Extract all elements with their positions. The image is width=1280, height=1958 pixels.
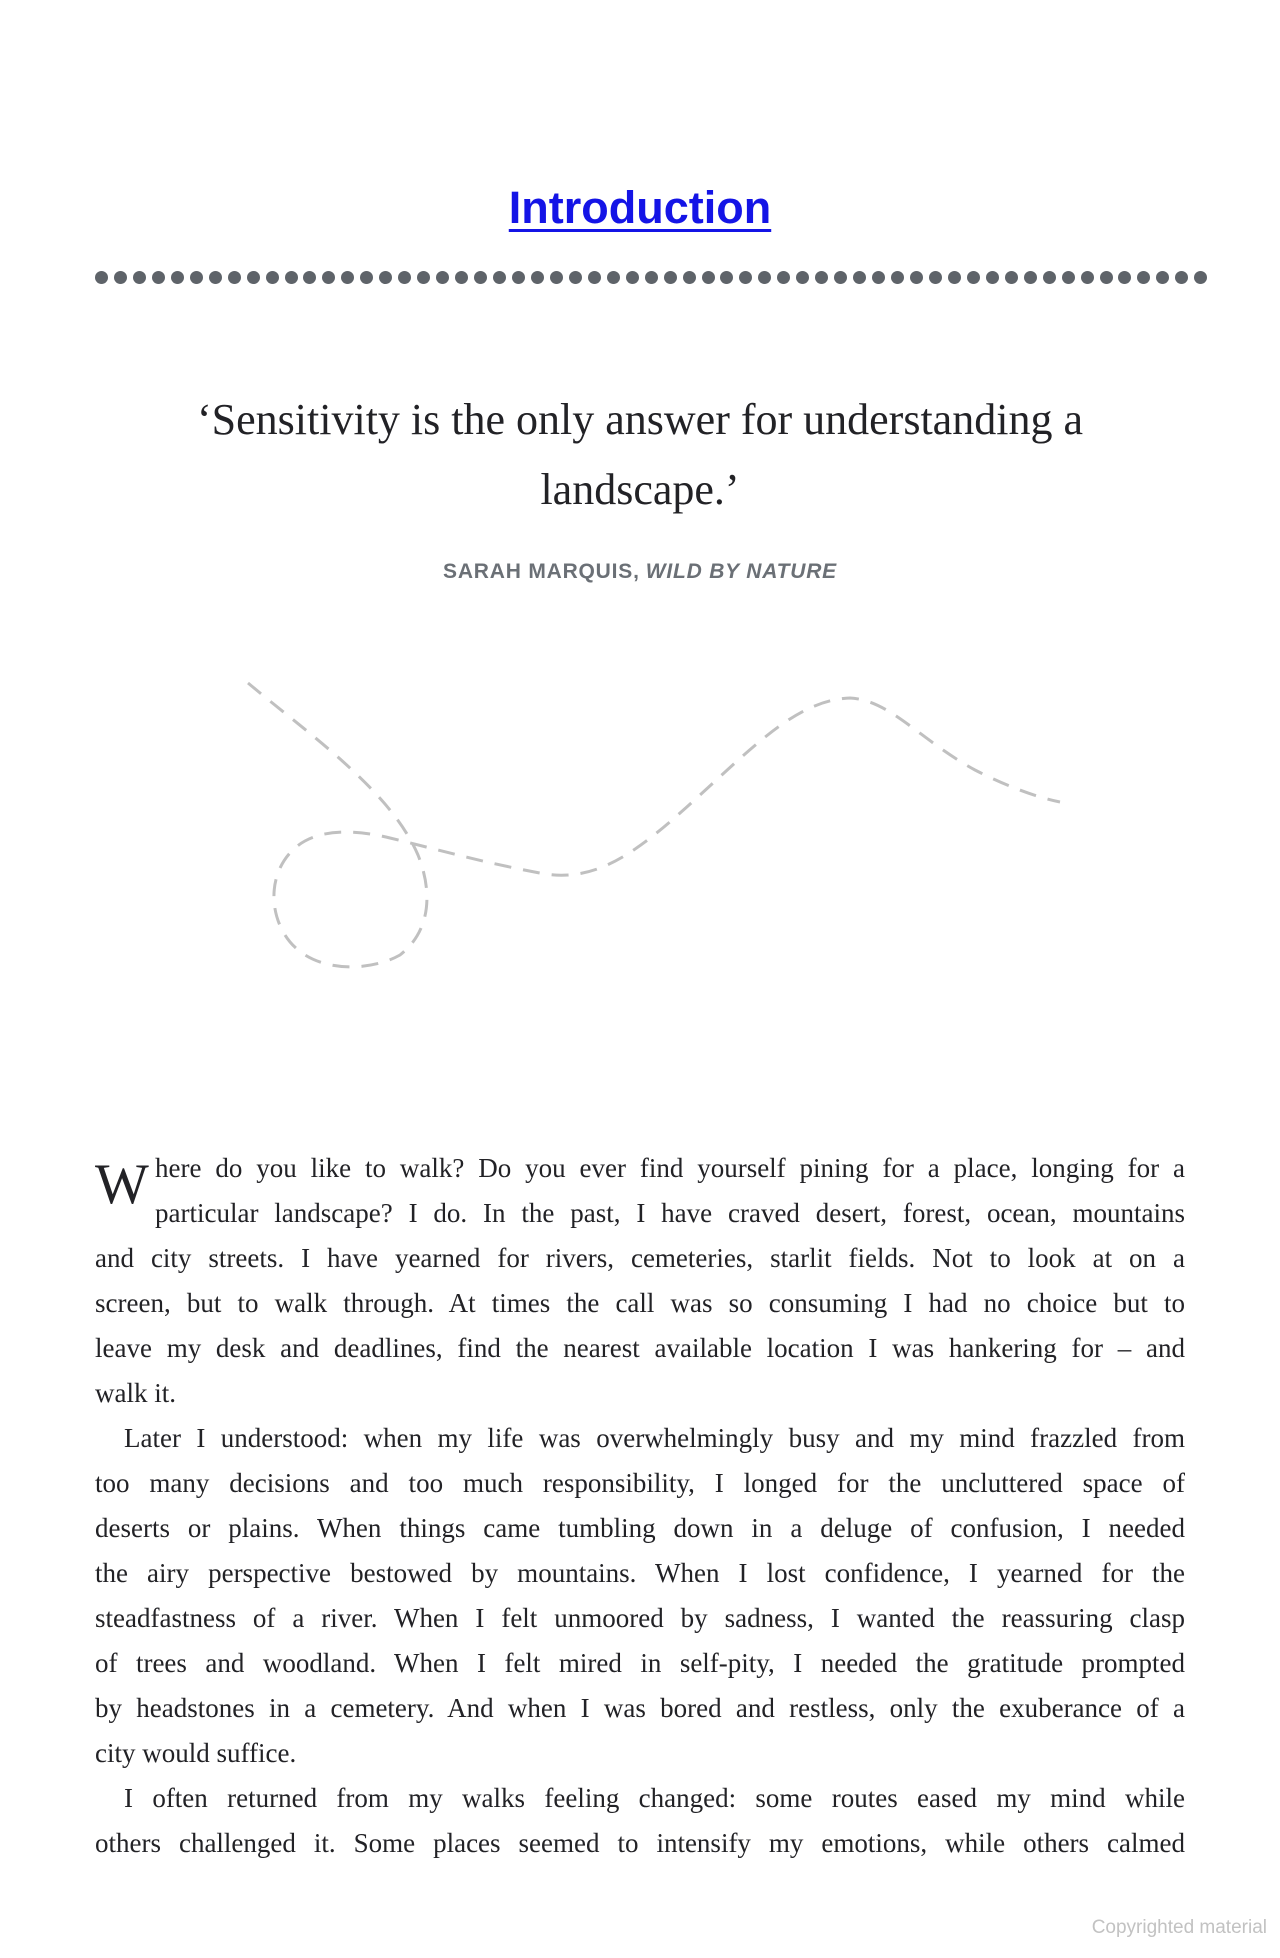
drop-cap: W: [95, 1153, 149, 1216]
divider-dot: [1100, 271, 1113, 284]
text-line: deserts or plains. When things came tumbling down in a deluge of confusion, I needed: [95, 1513, 1185, 1543]
paragraphs-container: [95, 1146, 1185, 1866]
text-line: of trees and woodland. When I felt mired in self-pity, I needed the gratitude prompted: [95, 1648, 1185, 1678]
divider-dot: [777, 271, 790, 284]
divider-dot: [1137, 271, 1150, 284]
epigraph-quote: [60, 385, 1220, 525]
dotted-divider: [95, 271, 1208, 284]
text-line: I often returned from my walks feeling changed: some routes eased my mind while: [124, 1783, 1185, 1813]
divider-dot: [512, 271, 525, 284]
divider-dot: [910, 271, 923, 284]
epigraph-line: ‘Sensitivity is the only answer for understanding a: [197, 395, 1083, 444]
divider-dot: [285, 271, 298, 284]
copyright-watermark: Copyrighted material: [1091, 1917, 1267, 1938]
divider-dot: [228, 271, 241, 284]
divider-dot: [341, 271, 354, 284]
divider-dot: [550, 271, 563, 284]
divider-dot: [1194, 271, 1207, 284]
divider-dot: [1043, 271, 1056, 284]
text-line: city would suffice.: [95, 1738, 297, 1768]
divider-dot: [493, 271, 506, 284]
divider-dot: [967, 271, 980, 284]
divider-dot: [834, 271, 847, 284]
divider-dot: [872, 271, 885, 284]
text-line: steadfastness of a river. When I felt unmoored by sadness, I wanted the reassuring clasp: [95, 1603, 1185, 1633]
divider-dot: [1024, 271, 1037, 284]
divider-dot: [739, 271, 752, 284]
divider-dot: [607, 271, 620, 284]
divider-dot: [626, 271, 639, 284]
divider-dot: [796, 271, 809, 284]
divider-dot: [986, 271, 999, 284]
epigraph-line: landscape.’: [540, 465, 740, 514]
divider-dot: [720, 271, 733, 284]
divider-dot: [1156, 271, 1169, 284]
wandering-path-line: [248, 683, 1060, 967]
divider-dot: [664, 271, 677, 284]
divider-dot: [247, 271, 260, 284]
divider-dot: [891, 271, 904, 284]
divider-dot: [683, 271, 696, 284]
divider-dot: [152, 271, 165, 284]
divider-dot: [853, 271, 866, 284]
divider-dot: [645, 271, 658, 284]
divider-dot: [171, 271, 184, 284]
divider-dot: [588, 271, 601, 284]
divider-dot: [815, 271, 828, 284]
divider-dot: [417, 271, 430, 284]
text-line: leave my desk and deadlines, find the nearest available location I was hankering for – and: [95, 1333, 1185, 1363]
text-line: here do you like to walk? Do you ever find yourself pining for a place, longing for a: [155, 1153, 1185, 1183]
text-line: by headstones in a cemetery. And when I was bored and restless, only the exuberance of a: [95, 1693, 1185, 1723]
body-text-block: [95, 1146, 1185, 1866]
text-line: screen, but to walk through. At times the call was so consuming I had no choice but to: [95, 1288, 1185, 1318]
divider-dot: [569, 271, 582, 284]
divider-dot: [303, 271, 316, 284]
attribution-work-title: WILD BY NATURE: [645, 560, 837, 583]
divider-dot: [360, 271, 373, 284]
divider-dot: [266, 271, 279, 284]
divider-dot: [1005, 271, 1018, 284]
divider-dot: [322, 271, 335, 284]
divider-dot: [702, 271, 715, 284]
text-line: walk it.: [95, 1378, 176, 1408]
divider-dot: [455, 271, 468, 284]
divider-dot: [1118, 271, 1131, 284]
divider-dot: [209, 271, 222, 284]
attribution-author: SARAH MARQUIS,: [443, 560, 640, 583]
text-line: and city streets. I have yearned for rivers, cemeteries, starlit fields. Not to look at on a: [95, 1243, 1185, 1273]
divider-dot: [95, 271, 108, 284]
divider-dot: [474, 271, 487, 284]
divider-dot: [436, 271, 449, 284]
divider-dot: [133, 271, 146, 284]
text-line: the airy perspective bestowed by mountains. When I lost confidence, I yearned for the: [95, 1558, 1185, 1588]
divider-dot: [1175, 271, 1188, 284]
divider-dot: [190, 271, 203, 284]
divider-dot: [379, 271, 392, 284]
chapter-title-link[interactable]: Introduction: [508, 182, 772, 233]
divider-dot: [929, 271, 942, 284]
dashed-path-illustration: [230, 660, 1080, 990]
divider-dot: [948, 271, 961, 284]
divider-dot: [114, 271, 127, 284]
divider-dot: [1062, 271, 1075, 284]
text-line: Later I understood: when my life was overwhelmingly busy and my mind frazzled from: [124, 1423, 1185, 1453]
divider-dot: [758, 271, 771, 284]
divider-dot: [398, 271, 411, 284]
divider-dot: [1081, 271, 1094, 284]
text-line: particular landscape? I do. In the past, I have craved desert, forest, ocean, mountains: [155, 1198, 1185, 1228]
quote-attribution: [0, 560, 1280, 584]
chapter-title-row: [0, 183, 1280, 233]
divider-dot: [531, 271, 544, 284]
text-line: too many decisions and too much responsibility, I longed for the uncluttered space of: [95, 1468, 1185, 1498]
text-line: others challenged it. Some places seemed to intensify my emotions, while others calmed: [95, 1828, 1185, 1858]
